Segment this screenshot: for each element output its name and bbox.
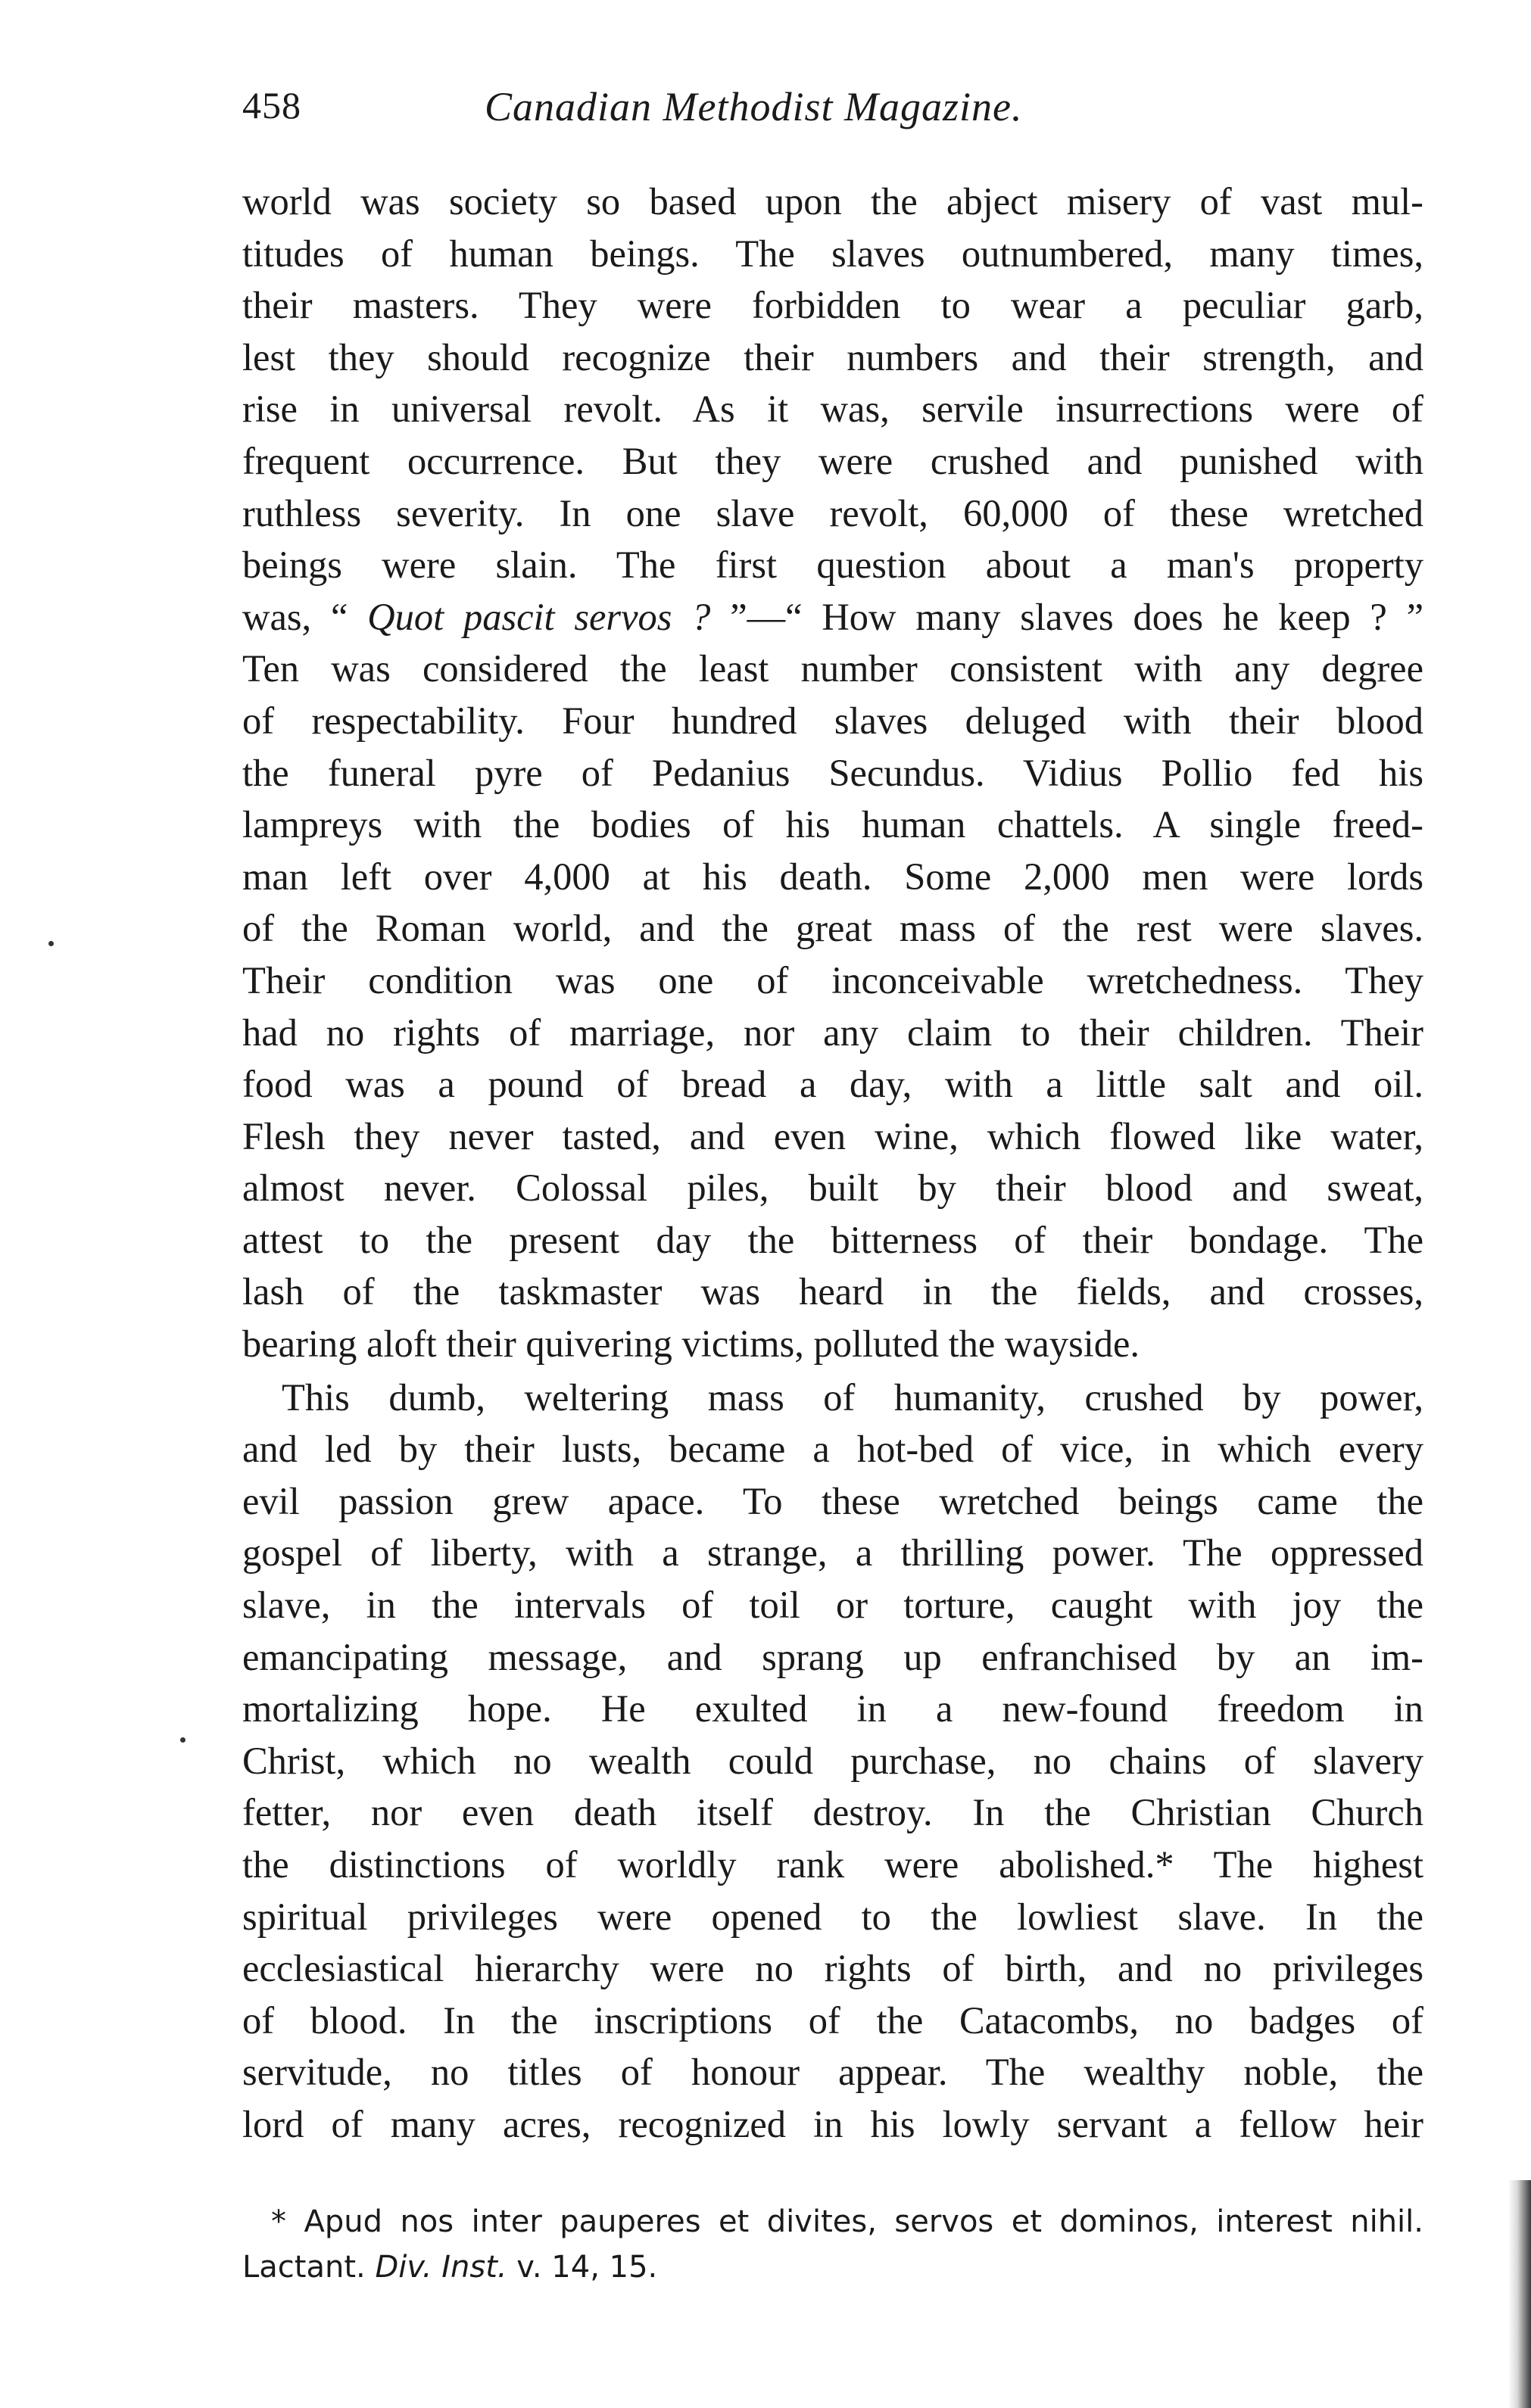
text-line: slave, in the intervals of toil or torture, caught with joy the bbox=[242, 1584, 1423, 1627]
text-line: beings were slain. The first question about a man's property bbox=[242, 544, 1423, 587]
text-line: food was a pound of bread a day, with a little salt and oil. bbox=[242, 1063, 1423, 1106]
paragraph-1 bbox=[242, 176, 1423, 1370]
page-number: 458 bbox=[242, 84, 301, 126]
text-line: titudes of human beings. The slaves outnumbered, many times, bbox=[242, 232, 1423, 275]
text-line: frequent occurrence. But they were crushed and punished with bbox=[242, 439, 1423, 482]
text-line: emancipating message, and sprang up enfranchised by an im- bbox=[242, 1635, 1423, 1678]
text-line: lampreys with the bodies of his human chattels. A single freed- bbox=[242, 803, 1423, 846]
text-line: the distinctions of worldly rank were abolished.* The highest bbox=[242, 1843, 1423, 1886]
text-line: This dumb, weltering mass of humanity, crushed by power, bbox=[282, 1375, 1423, 1419]
text-line: rise in universal revolt. As it was, servile insurrections were of bbox=[242, 388, 1423, 431]
text-line: attest to the present day the bitterness of their bondage. The bbox=[242, 1218, 1423, 1261]
text-line: of respectability. Four hundred slaves deluged with their blood bbox=[242, 699, 1423, 742]
running-title: Canadian Methodist Magazine. bbox=[485, 84, 1023, 129]
footnote-citation bbox=[242, 2244, 1423, 2290]
page-binding-edge bbox=[1508, 2180, 1531, 2408]
text-line: Ten was considered the least number consistent with any degree bbox=[242, 647, 1423, 690]
paragraph-2 bbox=[242, 1372, 1423, 2151]
page-header bbox=[242, 83, 1423, 144]
text-line: servitude, no titles of honour appear. The wealthy noble, the bbox=[242, 2051, 1423, 2094]
text-line: ruthless severity. In one slave revolt, 60,000 of these wretched bbox=[242, 491, 1423, 534]
text-line: mortalizing hope. He exulted in a new-found freedom in bbox=[242, 1687, 1423, 1730]
footnote bbox=[242, 2199, 1423, 2290]
text-line: lash of the taskmaster was heard in the fields, and crosses, bbox=[242, 1270, 1423, 1313]
footnote-line: * Apud nos inter pauperes et divites, servos et dominos, interest nihil. bbox=[271, 2204, 1423, 2239]
text-line: fetter, nor even death itself destroy. In the Christian Church bbox=[242, 1791, 1423, 1834]
text-line: Flesh they never tasted, and even wine, which flowed like water, bbox=[242, 1114, 1423, 1157]
citation-author: Lactant. bbox=[242, 2250, 376, 2285]
text-line: almost never. Colossal piles, built by their blood and sweat, bbox=[242, 1167, 1423, 1210]
text-line: evil passion grew apace. To these wretched beings came the bbox=[242, 1479, 1423, 1522]
text-line: the funeral pyre of Pedanius Secundus. Vidius Pollio fed his bbox=[242, 751, 1423, 794]
quote-close: ”—“ How many slaves does he keep ? ” bbox=[710, 595, 1424, 638]
text-line: spiritual privileges were opened to the lowliest slave. In the bbox=[242, 1895, 1423, 1938]
text-line: of the Roman world, and the great mass of the rest were slaves. bbox=[242, 907, 1423, 950]
text-line: Christ, which no wealth could purchase, no chains of slavery bbox=[242, 1739, 1423, 1782]
margin-speck bbox=[180, 1737, 186, 1743]
text-line: their masters. They were forbidden to wear a peculiar garb, bbox=[242, 284, 1423, 327]
quote-line bbox=[242, 591, 1423, 643]
text-line: world was society so based upon the abject misery of vast mul- bbox=[242, 180, 1423, 223]
margin-speck bbox=[48, 941, 54, 946]
text-line: bearing aloft their quivering victims, polluted the wayside. bbox=[242, 1322, 1140, 1366]
text-line: man left over 4,000 at his death. Some 2,000 men were lords bbox=[242, 855, 1423, 898]
text-line: lest they should recognize their numbers and their strength, and bbox=[242, 335, 1423, 378]
quote-open: was, “ bbox=[242, 595, 368, 638]
text-line: and led by their lusts, became a hot-bed of vice, in which every bbox=[242, 1428, 1423, 1471]
text-line: gospel of liberty, with a strange, a thrilling power. The oppressed bbox=[242, 1531, 1423, 1575]
text-line: lord of many acres, recognized in his lowly servant a fellow heir bbox=[242, 2102, 1423, 2145]
text-line: had no rights of marriage, nor any claim to their children. Their bbox=[242, 1011, 1423, 1054]
text-line: ecclesiastical hierarchy were no rights of birth, and no privileges bbox=[242, 1947, 1423, 1990]
citation-work: Div. Inst. bbox=[375, 2250, 507, 2285]
text-line: of blood. In the inscriptions of the Catacombs, no badges of bbox=[242, 1998, 1423, 2042]
latin-quote: Quot pascit servos ? bbox=[367, 595, 711, 638]
text-line: Their condition was one of inconceivable wretchedness. They bbox=[242, 958, 1423, 1002]
citation-reference: v. 14, 15. bbox=[507, 2250, 658, 2285]
body-text bbox=[242, 176, 1423, 2151]
